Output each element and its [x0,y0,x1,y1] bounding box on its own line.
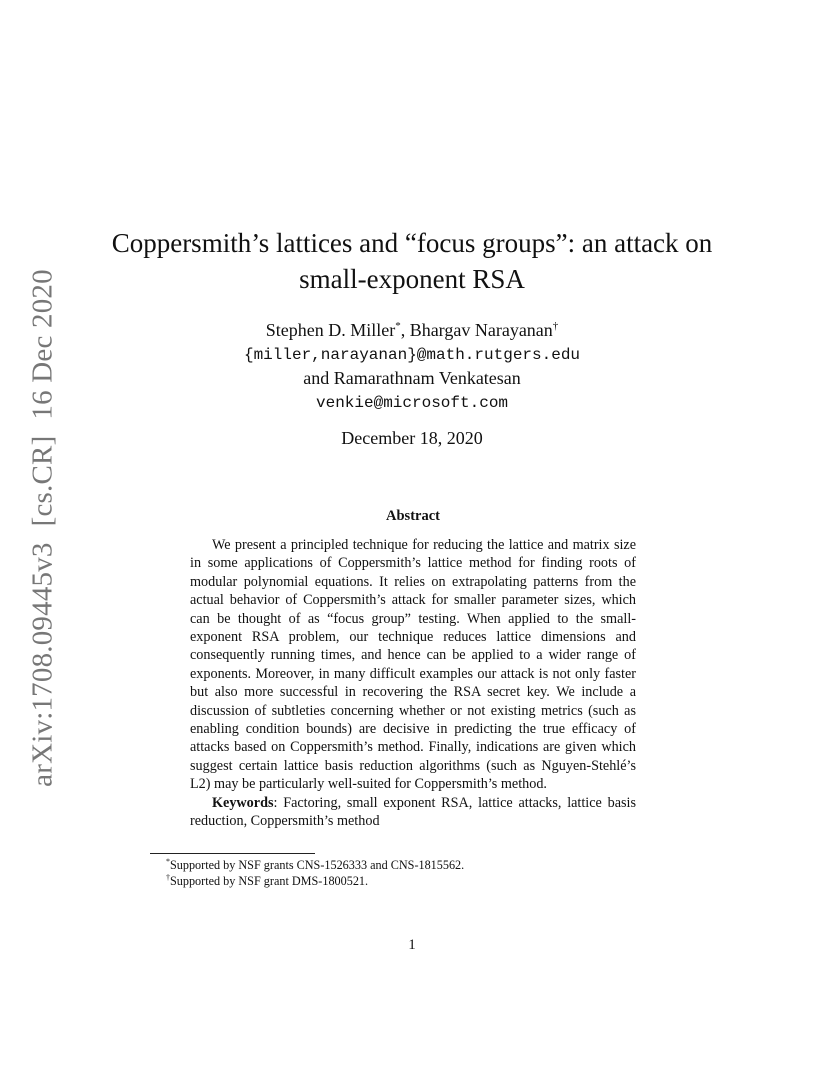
footnote-mark-star: * [395,320,401,332]
arxiv-identifier: arXiv:1708.09445v3 [26,542,59,787]
footnote-1-mark: * [166,857,170,866]
footnote-1-text: Supported by NSF grants CNS-1526333 and CNS-1815562. [170,858,465,872]
footnote-2 [166,873,464,889]
author-separator: , [400,320,410,340]
keywords-text: : Factoring, small exponent RSA, lattice attacks, lattice basis reduction, Coppersmith’s method [190,794,636,830]
abstract-paragraph: We present a principled technique for reducing the lattice and matrix size in some applications of Coppersmith’s lattice method for finding roots of modular polynomial equations. It relies on extrapolating patterns from the actual behavior of Coppersmith’s attack for smaller parameter sizes, which can be thought of as “focus group” testing. When applied to the small-exponent RSA problem, our technique reduces lattice dimensions and consequently running times, and hence can be applied to a wider range of exponents. Moreover, in many difficult examples our attack is not only faster but also more successful in recovering the RSA secret key. We include a discussion of subtleties concerning whether or not existing metrics (such as enabling condition bounds) are decisive in predicting the true efficacy of attacks based on Coppersmith’s method. Finally, indications are given which suggest certain lattice basis reduction algorithms (such as Nguyen-Stehlé’s L2) may be particularly well-suited for Coppersmith’s method. [190,537,636,793]
paper-title: Coppersmith’s lattices and “focus groups”: an attack on small-exponent RSA [111,228,713,294]
abstract-heading: Abstract [386,508,440,524]
page-number: 1 [408,937,416,953]
arxiv-date: 16 Dec 2020 [26,269,59,420]
author-miller: Stephen D. Miller [265,320,396,340]
arxiv-stamp [27,253,60,787]
footnote-rule [150,853,315,854]
paper-date: December 18, 2020 [341,428,483,448]
footnote-2-text: Supported by NSF grant DMS-1800521. [170,874,369,888]
footnote-1 [166,857,464,873]
footnote-2-mark: † [166,873,170,882]
author-narayanan: Bhargav Narayanan [409,320,553,340]
footnote-mark-dagger: † [552,320,559,332]
abstract-body [190,536,636,831]
keywords-paragraph [190,794,636,831]
authors-line-2: and Ramarathnam Venkatesan [303,368,521,388]
authors-line-1 [100,319,724,341]
keywords-label: Keywords [212,794,274,811]
arxiv-category: [cs.CR] [26,435,59,527]
emails-line-2: venkie@microsoft.com [315,394,509,412]
footnotes [166,857,464,889]
emails-line-1: {miller,narayanan}@math.rutgers.edu [243,346,581,364]
